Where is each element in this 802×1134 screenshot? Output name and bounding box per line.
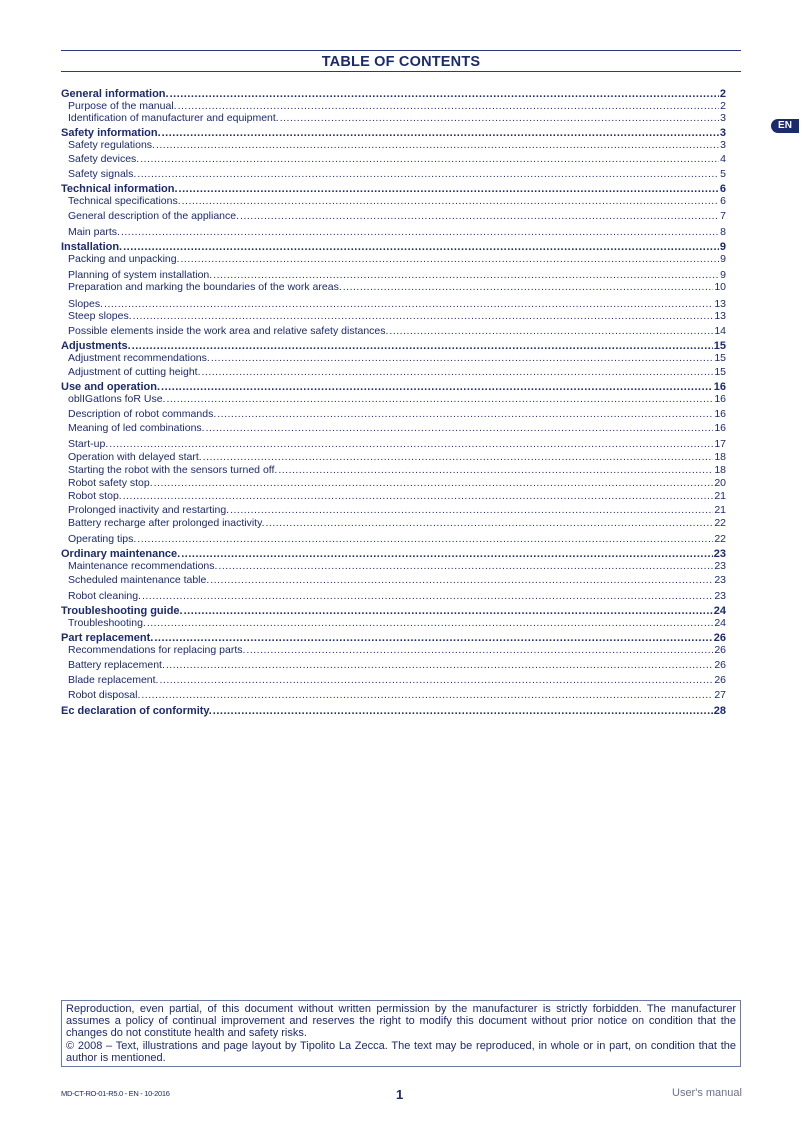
notice-paragraph-reproduction: Reproduction, even partial, of this document without written permission by the manufacturer is strictly forbidden. The manufacturer assumes a policy of continual improvement and reserves the right to modify this document without prior notice on condition that the changes do not constitute health and safety risks.: [66, 1003, 736, 1040]
dot-leader: [137, 533, 713, 545]
dot-leader: [343, 281, 714, 293]
dot-leader: [181, 253, 720, 265]
dot-leader: [230, 504, 713, 516]
toc-entry-label: Battery recharge after prolonged inactivity.: [68, 517, 265, 529]
dot-leader: [266, 517, 714, 529]
toc-subsection-entry[interactable]: [61, 533, 726, 545]
toc-subsection-entry[interactable]: [61, 422, 726, 434]
dot-leader: [206, 422, 714, 434]
toc-entry-page: 15: [713, 340, 726, 352]
toc-subsection-entry[interactable]: [61, 100, 726, 112]
dot-leader: [389, 325, 713, 337]
toc-subsection-entry[interactable]: [61, 451, 726, 463]
toc-entry-label: Safety information.: [61, 127, 161, 139]
toc-subsection-entry[interactable]: [61, 438, 726, 450]
toc-entry-page: 28: [713, 705, 726, 717]
copyright-notice-box: [61, 1000, 741, 1067]
toc-entry-page: 10: [714, 281, 726, 293]
dot-leader: [280, 112, 719, 124]
dot-leader: [109, 438, 713, 450]
dot-leader: [217, 408, 713, 420]
toc-entry-label: Recommendations for replacing parts.: [68, 644, 246, 656]
toc-entry-page: 3: [719, 127, 726, 139]
toc-entry-page: 8: [720, 226, 726, 238]
toc-subsection-entry[interactable]: [61, 210, 726, 222]
toc-entry-label: General description of the appliance.: [68, 210, 240, 222]
toc-subsection-entry[interactable]: [61, 490, 726, 502]
toc-entry-label: Safety devices.: [68, 153, 140, 165]
dot-leader: [159, 674, 713, 686]
toc-entry-label: Robot disposal.: [68, 689, 141, 701]
toc-entry-label: Blade replacement.: [68, 674, 159, 686]
toc-entry-label: Installation.: [61, 241, 123, 253]
toc-entry-label: Robot cleaning.: [68, 590, 141, 602]
toc-entry-label: Adjustment of cutting height.: [68, 366, 201, 378]
toc-entry-label: Adjustment recommendations.: [68, 352, 210, 364]
toc-entry-page: 3: [720, 112, 726, 124]
toc-entry-page: 16: [714, 393, 726, 405]
toc-subsection-entry[interactable]: [61, 674, 726, 686]
dot-leader: [123, 490, 714, 502]
toc-entry-label: Operation with delayed start.: [68, 451, 202, 463]
document-code: MD-CT-RO-01-R5.0 - EN - 10-2016: [61, 1089, 170, 1098]
title-underline-rule: [61, 71, 741, 72]
toc-entry-page: 27: [714, 689, 726, 701]
toc-entry-page: 26: [714, 644, 726, 656]
toc-subsection-entry[interactable]: [61, 617, 726, 629]
toc-entry-label: Starting the robot with the sensors turned off.: [68, 464, 278, 476]
toc-entry-page: 14: [714, 325, 726, 337]
dot-leader: [203, 451, 714, 463]
toc-entry-page: 5: [720, 168, 726, 180]
toc-section-entry[interactable]: [61, 241, 726, 253]
dot-leader: [246, 644, 713, 656]
toc-entry-page: 18: [714, 464, 726, 476]
dot-leader: [140, 153, 719, 165]
toc-entry-page: 9: [720, 253, 726, 265]
toc-entry-label: Safety regulations.: [68, 139, 155, 151]
dot-leader: [278, 464, 713, 476]
toc-entry-label: Maintenance recommendations.: [68, 560, 218, 572]
toc-subsection-entry[interactable]: [61, 168, 726, 180]
toc-entry-page: 22: [714, 517, 726, 529]
toc-subsection-entry[interactable]: [61, 226, 726, 238]
toc-entry-page: 13: [714, 310, 726, 322]
notice-paragraph-copyright: © 2008 – Text, illustrations and page layout by Tipolito La Zecca. The text may be reproduced, in whole or in part, on condition that the author is mentioned.: [66, 1039, 736, 1064]
dot-leader: [137, 168, 719, 180]
toc-entry-label: oblIGatIons foR Use.: [68, 393, 166, 405]
dot-leader: [166, 659, 713, 671]
toc-subsection-entry[interactable]: [61, 281, 726, 293]
toc-entry-label: Ordinary maintenance.: [61, 548, 181, 560]
toc-entry-page: 13: [714, 298, 726, 310]
toc-entry-page: 7: [720, 210, 726, 222]
toc-section-entry[interactable]: [61, 632, 726, 644]
toc-entry-label: Scheduled maintenance table.: [68, 574, 210, 586]
top-rule: [61, 50, 741, 51]
toc-entry-label: Troubleshooting guide.: [61, 605, 183, 617]
dot-leader: [178, 100, 720, 112]
toc-entry-page: 26: [714, 659, 726, 671]
toc-subsection-entry[interactable]: [61, 366, 726, 378]
toc-entry-label: Identification of manufacturer and equipment.: [68, 112, 279, 124]
toc-entry-label: Technical specifications.: [68, 195, 181, 207]
toc-entry-label: Purpose of the manual.: [68, 100, 177, 112]
toc-entry-label: Part replacement.: [61, 632, 154, 644]
dot-leader: [154, 477, 714, 489]
toc-section-entry[interactable]: [61, 88, 726, 100]
toc-section-entry[interactable]: [61, 548, 726, 560]
toc-entry-page: 2: [720, 100, 726, 112]
toc-entry-page: 23: [713, 548, 726, 560]
dot-leader: [213, 269, 719, 281]
toc-entry-page: 9: [719, 241, 726, 253]
toc-entry-page: 4: [720, 153, 726, 165]
toc-subsection-entry[interactable]: [61, 112, 726, 124]
toc-subsection-entry[interactable]: [61, 477, 726, 489]
toc-entry-page: 26: [714, 674, 726, 686]
toc-entry-label: Slopes.: [68, 298, 104, 310]
toc-section-entry[interactable]: [61, 340, 726, 352]
dot-leader: [141, 689, 713, 701]
toc-entry-label: Robot stop.: [68, 490, 122, 502]
toc-subsection-entry[interactable]: [61, 393, 726, 405]
dot-leader: [142, 590, 713, 602]
toc-entry-page: 15: [714, 366, 726, 378]
toc-entry-page: 6: [720, 195, 726, 207]
toc-entry-page: 18: [714, 451, 726, 463]
dot-leader: [104, 298, 713, 310]
dot-leader: [213, 705, 713, 717]
toc-entry-label: Operating tips.: [68, 533, 137, 545]
dot-leader: [123, 241, 719, 253]
toc-entry-page: 6: [719, 183, 726, 195]
toc-entry-page: 23: [714, 590, 726, 602]
toc-entry-page: 23: [714, 560, 726, 572]
toc-subsection-entry[interactable]: [61, 644, 726, 656]
page-number: 1: [396, 1087, 404, 1102]
toc-entry-page: 23: [714, 574, 726, 586]
toc-section-entry[interactable]: [61, 127, 726, 139]
toc-section-entry[interactable]: [61, 381, 726, 393]
toc-entry-page: 3: [720, 139, 726, 151]
toc-subsection-entry[interactable]: [61, 298, 726, 310]
dot-leader: [240, 210, 719, 222]
toc-subsection-entry[interactable]: [61, 310, 726, 322]
toc-entry-label: Planning of system installation.: [68, 269, 213, 281]
toc-subsection-entry[interactable]: [61, 408, 726, 420]
toc-entry-label: Preparation and marking the boundaries of the work areas.: [68, 281, 342, 293]
dot-leader: [161, 381, 713, 393]
dot-leader: [133, 310, 714, 322]
toc-entry-page: 17: [714, 438, 726, 450]
dot-leader: [218, 560, 713, 572]
toc-entry-page: 16: [714, 408, 726, 420]
toc-entry-label: Battery replacement.: [68, 659, 165, 671]
toc-entry-label: Steep slopes.: [68, 310, 132, 322]
dot-leader: [182, 195, 720, 207]
toc-subsection-entry[interactable]: [61, 574, 726, 586]
dot-leader: [166, 393, 713, 405]
toc-entry-page: 9: [720, 269, 726, 281]
toc-subsection-entry[interactable]: [61, 153, 726, 165]
toc-entry-label: Adjustments.: [61, 340, 131, 352]
toc-entry-label: General information.: [61, 88, 169, 100]
dot-leader: [156, 139, 719, 151]
toc-subsection-entry[interactable]: [61, 269, 726, 281]
language-badge: EN: [771, 119, 799, 133]
toc-entry-page: 22: [714, 533, 726, 545]
dot-leader: [162, 127, 719, 139]
dot-leader: [121, 226, 719, 238]
toc-entry-page: 21: [714, 504, 726, 516]
toc-entry-page: 21: [714, 490, 726, 502]
dot-leader: [211, 352, 713, 364]
toc-subsection-entry[interactable]: [61, 325, 726, 337]
dot-leader: [202, 366, 714, 378]
toc-entry-label: Meaning of led combinations.: [68, 422, 205, 434]
toc-entry-label: Description of robot commands.: [68, 408, 217, 420]
toc-subsection-entry[interactable]: [61, 659, 726, 671]
toc-entry-label: Use and operation.: [61, 381, 161, 393]
dot-leader: [210, 574, 713, 586]
toc-entry-page: 26: [713, 632, 726, 644]
toc-entry-label: Robot safety stop.: [68, 477, 153, 489]
toc-subsection-entry[interactable]: [61, 504, 726, 516]
toc-subsection-entry[interactable]: [61, 560, 726, 572]
toc-entry-label: Prolonged inactivity and restarting.: [68, 504, 230, 516]
toc-entry-page: 20: [714, 477, 726, 489]
toc-subsection-entry[interactable]: [61, 464, 726, 476]
dot-leader: [179, 183, 719, 195]
toc-entry-label: Safety signals.: [68, 168, 137, 180]
toc-entry-label: Start-up.: [68, 438, 109, 450]
toc-subsection-entry[interactable]: [61, 253, 726, 265]
dot-leader: [170, 88, 719, 100]
toc-entry-label: Troubleshooting.: [68, 617, 146, 629]
toc-entry-page: 16: [714, 422, 726, 434]
dot-leader: [181, 548, 713, 560]
dot-leader: [154, 632, 712, 644]
dot-leader: [132, 340, 713, 352]
toc-subsection-entry[interactable]: [61, 689, 726, 701]
toc-subsection-entry[interactable]: [61, 352, 726, 364]
toc-subsection-entry[interactable]: [61, 139, 726, 151]
dot-leader: [184, 605, 713, 617]
toc-section-entry[interactable]: [61, 705, 726, 717]
toc-entry-label: Packing and unpacking.: [68, 253, 180, 265]
dot-leader: [147, 617, 713, 629]
toc-entry-label: Technical information.: [61, 183, 178, 195]
page-title: TABLE OF CONTENTS: [321, 54, 481, 70]
toc-section-entry[interactable]: [61, 183, 726, 195]
toc-entry-page: 16: [713, 381, 726, 393]
document-type-label: User's manual: [672, 1087, 742, 1099]
toc-entry-page: 15: [714, 352, 726, 364]
toc-entry-label: Main parts.: [68, 226, 120, 238]
table-of-contents: [61, 88, 726, 717]
toc-subsection-entry[interactable]: [61, 517, 726, 529]
toc-section-entry[interactable]: [61, 605, 726, 617]
toc-entry-page: 24: [713, 605, 726, 617]
toc-entry-page: 2: [719, 88, 726, 100]
toc-subsection-entry[interactable]: [61, 590, 726, 602]
toc-entry-label: Ec declaration of conformity.: [61, 705, 212, 717]
toc-entry-label: Possible elements inside the work area and relative safety distances.: [68, 325, 389, 337]
toc-entry-page: 24: [714, 617, 726, 629]
toc-subsection-entry[interactable]: [61, 195, 726, 207]
